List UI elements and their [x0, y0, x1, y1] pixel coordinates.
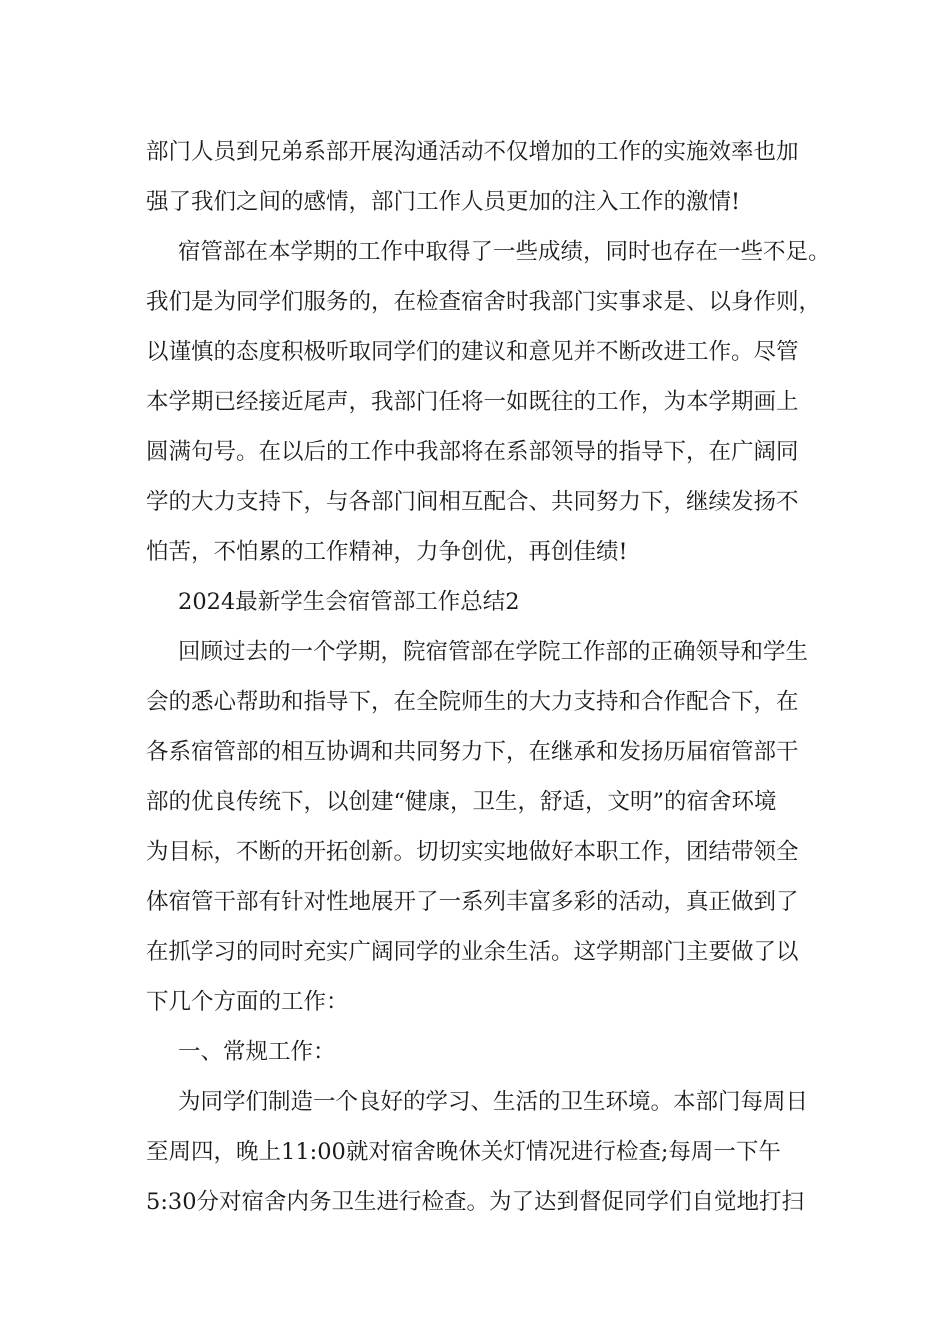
text-line: 5:30分对宿舍内务卫生进行检查。为了达到督促同学们自觉地打扫	[146, 1189, 805, 1215]
text-line: 以谨慎的态度积极听取同学们的建议和意见并不断改进工作。尽管	[146, 339, 799, 365]
text-line: 部的优良传统下，以创建“健康，卫生，舒适，文明”的宿舍环境	[146, 789, 777, 815]
subsection-heading: 一、常规工作：	[178, 1039, 336, 1065]
text-line: 强了我们之间的感情，部门工作人员更加的注入工作的激情!	[146, 189, 741, 215]
text-line: 在抓学习的同时充实广阔同学的业余生活。这学期部门主要做了以	[146, 939, 799, 965]
text-line: 体宿管干部有针对性地展开了一系列丰富多彩的活动，真正做到了	[146, 889, 799, 915]
section-title: 2024最新学生会宿管部工作总结2	[178, 589, 520, 615]
text-line: 会的悉心帮助和指导下，在全院师生的大力支持和合作配合下，在	[146, 689, 799, 715]
text-line: 为目标，不断的开拓创新。切切实实地做好本职工作，团结带领全	[146, 839, 799, 865]
paragraph-start-line: 回顾过去的一个学期，院宿管部在学院工作部的正确领导和学生	[178, 639, 809, 665]
text-line: 学的大力支持下，与各部门间相互配合、共同努力下，继续发扬不	[146, 489, 799, 515]
text-line: 至周四，晚上11:00就对宿舍晚休关灯情况进行检查;每周一下午	[146, 1139, 781, 1165]
text-line: 下几个方面的工作：	[146, 989, 349, 1015]
paragraph-start-line: 为同学们制造一个良好的学习、生活的卫生环境。本部门每周日	[178, 1089, 809, 1115]
text-line: 本学期已经接近尾声，我部门任将一如既往的工作，为本学期画上	[146, 389, 799, 415]
text-line: 部门人员到兄弟系部开展沟通活动不仅增加的工作的实施效率也加	[146, 139, 799, 165]
text-line: 我们是为同学们服务的，在检查宿舍时我部门实事求是、以身作则，	[146, 289, 822, 315]
text-line: 怕苦，不怕累的工作精神，力争创优，再创佳绩!	[146, 539, 628, 565]
text-line: 圆满句号。在以后的工作中我部将在系部领导的指导下，在广阔同	[146, 439, 799, 465]
paragraph-start-line: 宿管部在本学期的工作中取得了一些成绩，同时也存在一些不足。	[178, 239, 831, 265]
text-line: 各系宿管部的相互协调和共同努力下，在继承和发扬历届宿管部干	[146, 739, 799, 765]
